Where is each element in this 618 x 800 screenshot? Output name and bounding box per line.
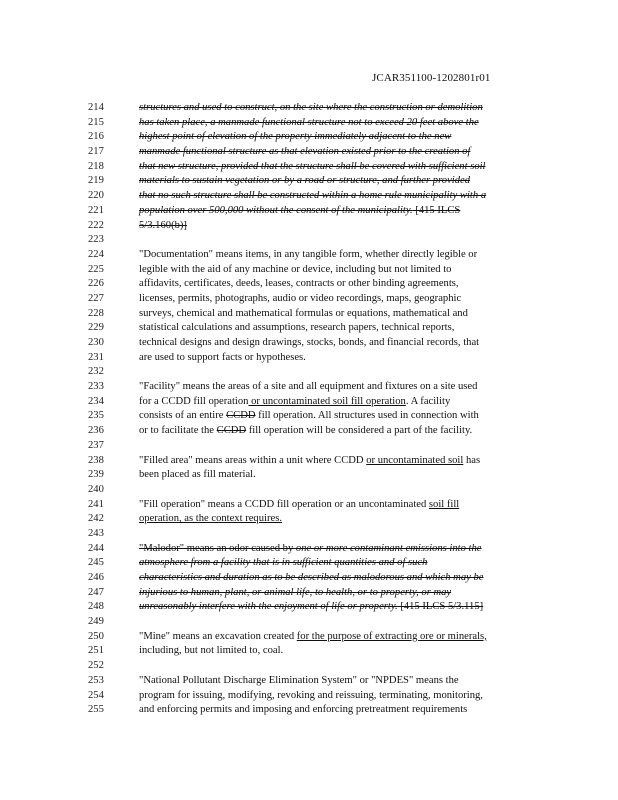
text-segment: characteristics and duration as to be described as malodorous and which may be (139, 572, 484, 583)
document-line (0, 424, 618, 439)
line-text (139, 600, 483, 615)
document-line (0, 292, 618, 307)
document-line (0, 130, 618, 145)
line-text (139, 542, 482, 557)
line-text (139, 571, 483, 586)
document-line (0, 527, 618, 542)
text-segment: "Facility" means the areas of a site and all equipment and fixtures on a site used (139, 381, 478, 393)
text-segment: has taken place, a manmade functional structure not to exceed 20 feet above the (139, 116, 479, 128)
text-segment: surveys, chemical and mathematical formulas or equations, mathematical and (139, 307, 468, 319)
text-segment: highest point of elevation of the property immediately adjacent to the new (139, 131, 452, 143)
line-number: 229 (88, 322, 104, 334)
text-segment: [415 ILCS 5/3.115] (397, 601, 484, 613)
line-number: 254 (88, 689, 104, 701)
line-number: 221 (88, 204, 104, 216)
line-number: 245 (88, 557, 104, 569)
document-line (0, 263, 618, 278)
line-number: 230 (88, 337, 104, 348)
line-number: 226 (88, 278, 104, 290)
line-text (139, 586, 451, 601)
line-text (139, 248, 477, 263)
document-line (0, 674, 618, 689)
document-line (0, 145, 618, 160)
document-line (0, 336, 618, 351)
line-text (139, 703, 467, 718)
text-segment: for a CCDD fill operation (139, 395, 249, 407)
line-number: 228 (88, 307, 104, 319)
line-text (139, 674, 459, 689)
line-text (139, 189, 486, 204)
document-line (0, 512, 618, 527)
document-line (0, 454, 618, 469)
line-number: 244 (88, 542, 104, 554)
text-segment: technical designs and design drawings, stocks, bonds, and financial records, that (139, 337, 480, 348)
line-number: 218 (88, 160, 104, 172)
line-text (139, 468, 256, 483)
line-number: 240 (88, 483, 104, 495)
line-number: 247 (88, 586, 104, 598)
text-segment: has (463, 454, 481, 466)
document-line (0, 571, 618, 586)
line-number: 219 (88, 175, 104, 187)
document-line (0, 219, 618, 234)
document-line (0, 277, 618, 292)
text-segment: affidavits, certificates, deeds, leases, contracts or other binding agreements, (139, 278, 459, 290)
line-number: 224 (88, 248, 104, 260)
document-line (0, 468, 618, 483)
document-line (0, 189, 618, 204)
text-segment: that new structure, provided that the structure shall be covered with sufficient soil (139, 160, 486, 172)
text-segment: injurious to human, plant, or animal life, to health, or to property, or may (139, 586, 452, 598)
line-text (139, 336, 479, 351)
line-number: 246 (88, 572, 104, 583)
document-id-header: JCAR351100-1202801r01 (372, 72, 491, 84)
line-text (139, 145, 470, 160)
document-line (0, 365, 618, 380)
document-line (0, 233, 618, 248)
text-segment: structures and used to construct, on the site where the construction or demolition (139, 102, 483, 113)
text-segment: or to facilitate the (139, 425, 217, 437)
text-segment: "National Pollutant Discharge Elimination System" or "NPDES" means the (139, 674, 459, 686)
document-line (0, 409, 618, 424)
line-number: 222 (88, 219, 104, 231)
text-segment: . A facility (405, 395, 451, 407)
document-line (0, 556, 618, 571)
document-line (0, 483, 618, 498)
line-number: 233 (88, 381, 104, 393)
line-text (139, 277, 459, 292)
text-segment: are used to support facts or hypotheses. (139, 351, 306, 363)
text-segment: CCDD (216, 425, 247, 437)
line-number: 251 (88, 645, 104, 657)
text-segment: manmade functional structure as that elevation existed prior to the creation of (139, 146, 471, 158)
line-number: 253 (88, 674, 104, 686)
line-text (139, 174, 470, 189)
line-text (139, 630, 487, 645)
document-line (0, 542, 618, 557)
text-segment: "Mine" means an excavation created (139, 630, 297, 642)
line-number: 227 (88, 292, 104, 304)
text-segment: "Malodor" means an odor caused by (139, 542, 296, 554)
line-number: 232 (88, 366, 104, 378)
text-segment: or uncontaminated soil fill operation (248, 395, 406, 407)
document-line (0, 116, 618, 131)
line-text (139, 263, 451, 278)
line-text (139, 424, 472, 439)
line-text (139, 512, 282, 527)
line-number: 215 (88, 116, 104, 128)
document-line (0, 439, 618, 454)
text-segment: consists of an entire (139, 410, 227, 422)
document-line (0, 204, 618, 219)
line-text (139, 380, 477, 395)
line-text (139, 556, 427, 571)
document-line (0, 101, 618, 116)
document-line (0, 498, 618, 513)
text-segment: "Filled area" means areas within a unit where CCDD (139, 454, 367, 466)
line-text (139, 321, 454, 336)
text-segment: atmosphere from a facility that is in sufficient quantities and of such (139, 557, 428, 569)
text-segment: unreasonably interfere with the enjoyment of life or property. (139, 601, 398, 613)
line-number: 242 (88, 513, 104, 525)
document-line (0, 659, 618, 674)
text-segment: and enforcing permits and imposing and enforcing pretreatment requirements (139, 704, 468, 716)
line-text (139, 498, 459, 513)
document-body (0, 101, 618, 718)
document-line (0, 395, 618, 410)
document-line (0, 689, 618, 704)
text-segment: one or more contaminant emissions into the (295, 542, 482, 554)
line-number: 217 (88, 146, 104, 158)
text-segment: been placed as fill material. (139, 469, 256, 481)
line-number: 238 (88, 454, 104, 466)
line-number: 255 (88, 704, 104, 716)
line-number: 243 (88, 527, 104, 539)
document-line (0, 321, 618, 336)
line-number: 231 (88, 351, 104, 363)
document-line (0, 644, 618, 659)
line-text (139, 307, 468, 322)
line-number: 248 (88, 601, 104, 613)
line-text (139, 395, 450, 410)
text-segment: legible with the aid of any machine or device, including but not limited to (139, 263, 452, 275)
document-line (0, 600, 618, 615)
text-segment: including, but not limited to, coal. (139, 645, 284, 657)
document-line (0, 630, 618, 645)
document-line (0, 160, 618, 175)
text-segment: statistical calculations and assumptions, research papers, technical reports, (139, 322, 455, 334)
line-number: 239 (88, 469, 104, 481)
line-text (139, 454, 480, 469)
line-number: 234 (88, 395, 104, 407)
line-text (139, 292, 461, 307)
document-line (0, 586, 618, 601)
document-line (0, 248, 618, 263)
line-number: 249 (88, 616, 104, 628)
document-line (0, 703, 618, 718)
text-segment: 5/3.160(b)] (139, 219, 187, 231)
line-text (139, 689, 483, 704)
line-text (139, 160, 486, 175)
text-segment: "Fill operation" means a CCDD fill operation or an uncontaminated (139, 498, 429, 510)
line-number: 250 (88, 630, 104, 642)
line-text (139, 219, 187, 234)
line-number: 252 (88, 660, 104, 672)
document-line (0, 380, 618, 395)
line-text (139, 351, 306, 366)
line-text (139, 409, 479, 424)
line-text (139, 130, 451, 145)
text-segment: soil fill (428, 498, 460, 510)
text-segment: population over 500,000 without the consent of the municipality. (139, 204, 413, 216)
text-segment: program for issuing, modifying, revoking and reissuing, terminating, monitoring, (139, 689, 483, 701)
line-number: 220 (88, 190, 104, 202)
document-line (0, 351, 618, 366)
text-segment: fill operation. All structures used in connection with (255, 410, 479, 422)
text-segment: fill operation will be considered a part of the facility. (246, 425, 473, 437)
text-segment: operation, as the context requires. (139, 513, 282, 525)
line-number: 235 (88, 410, 104, 422)
line-text (139, 644, 283, 659)
line-number: 214 (88, 102, 104, 113)
document-line (0, 307, 618, 322)
text-segment: or uncontaminated soil (366, 454, 464, 466)
document-line (0, 174, 618, 189)
line-number: 223 (88, 234, 104, 246)
text-segment: for the purpose of extracting ore or minerals, (296, 630, 487, 642)
text-segment: licenses, permits, photographs, audio or video recordings, maps, geographic (139, 292, 462, 304)
line-number: 237 (88, 439, 104, 451)
text-segment: CCDD (226, 410, 256, 422)
line-number: 241 (88, 498, 104, 510)
line-number: 225 (88, 263, 104, 275)
text-segment: "Documentation" means items, in any tangible form, whether directly legible or (139, 248, 478, 260)
text-segment: materials to sustain vegetation or by a road or structure, and further provided (139, 175, 471, 187)
line-number: 216 (88, 131, 104, 143)
line-text (139, 101, 483, 116)
line-text (139, 116, 479, 131)
line-text (139, 204, 460, 219)
document-line (0, 615, 618, 630)
line-number: 236 (88, 425, 104, 437)
text-segment: that no such structure shall be constructed within a home rule municipality with a (139, 190, 487, 202)
text-segment: [415 ILCS (412, 204, 461, 216)
